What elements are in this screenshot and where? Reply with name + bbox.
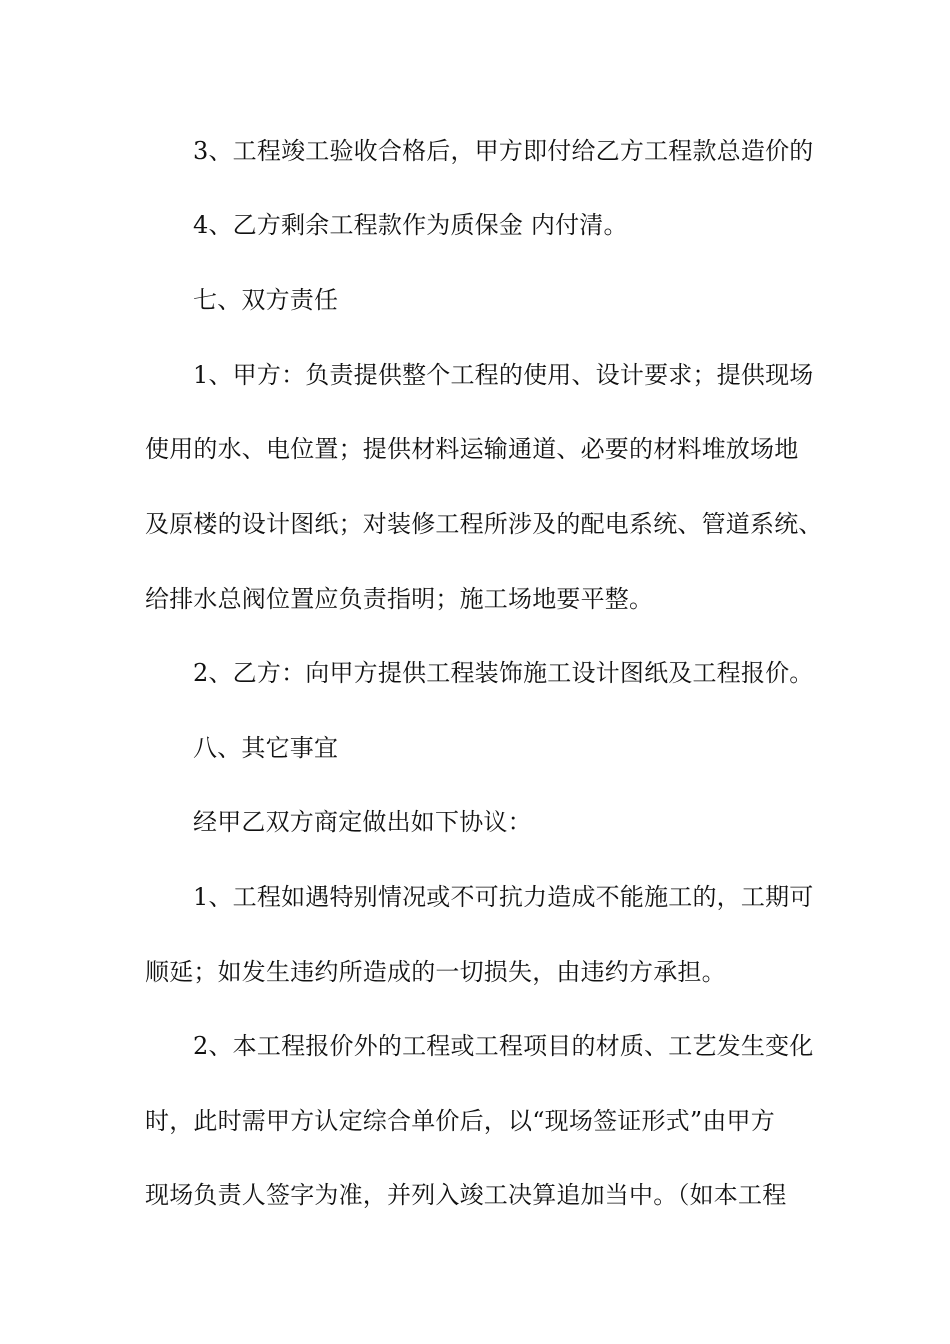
paragraph-line-agreement-intro: 经甲乙双方商定做出如下协议：	[193, 808, 532, 836]
paragraph-line-party-a-3: 及原楼的设计图纸；对装修工程所涉及的配电系统、管道系统、	[145, 510, 823, 538]
paragraph-line-party-a-2: 使用的水、电位置；提供材料运输通道、必要的材料堆放场地	[145, 435, 799, 463]
paragraph-line-force-majeure-1: 1、工程如遇特别情况或不可抗力造成不能施工的，工期可	[193, 883, 814, 911]
paragraph-line-payment-4: 4、乙方剩余工程款作为质保金 内付清。	[193, 211, 628, 239]
paragraph-line-party-b: 2、乙方：向甲方提供工程装饰施工设计图纸及工程报价。	[193, 659, 814, 687]
paragraph-line-change-3: 现场负责人签字为准，并列入竣工决算追加当中。（如本工程	[145, 1181, 787, 1209]
paragraph-line-change-2: 时，此时需甲方认定综合单价后，以“现场签证形式”由甲方	[145, 1107, 775, 1135]
section-heading-other-matters: 八、其它事宜	[193, 734, 339, 762]
paragraph-line-party-a-1: 1、甲方：负责提供整个工程的使用、设计要求；提供现场	[193, 361, 814, 389]
paragraph-line-force-majeure-2: 顺延；如发生违约所造成的一切损失，由违约方承担。	[145, 958, 726, 986]
paragraph-line-change-1: 2、本工程报价外的工程或工程项目的材质、工艺发生变化	[193, 1032, 814, 1060]
section-heading-responsibilities: 七、双方责任	[193, 286, 339, 314]
paragraph-line-payment-3: 3、工程竣工验收合格后，甲方即付给乙方工程款总造价的	[193, 137, 814, 165]
paragraph-line-party-a-4: 给排水总阀位置应负责指明；施工场地要平整。	[145, 585, 654, 613]
